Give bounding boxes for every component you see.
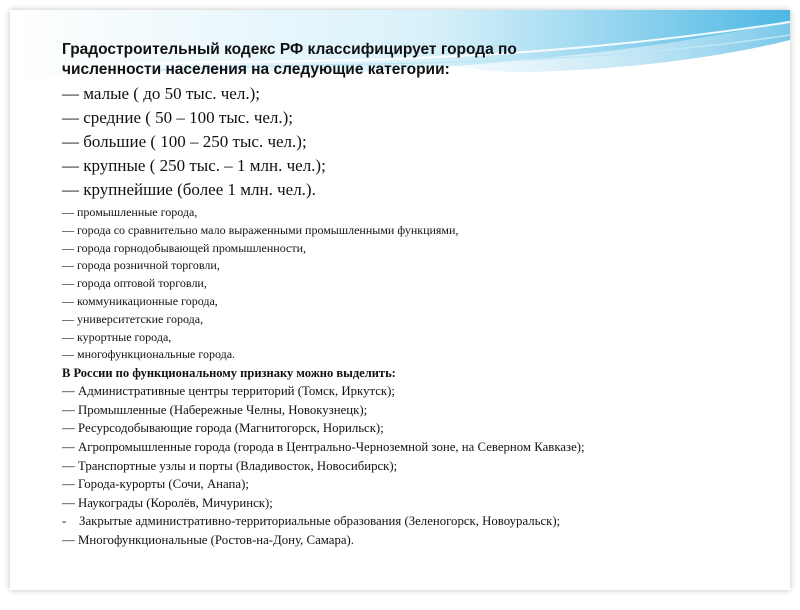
size-category-list: [62, 82, 762, 202]
slide-title: [62, 40, 762, 80]
list-item: — Транспортные узлы и порты (Владивосток, Новосибирск);: [62, 458, 398, 473]
list-item: — Агропромышленные города (города в Центрально-Черноземной зоне, на Северном Кавказе);: [62, 439, 585, 454]
list-item: — Города-курорты (Сочи, Анапа);: [62, 477, 249, 492]
title-line: численности населения на следующие категории:: [62, 61, 450, 78]
function-type-list: [62, 204, 762, 364]
list-item: — Ресурсодобывающие города (Магнитогорск, Норильск);: [62, 421, 384, 436]
list-item: — коммуникационные города,: [62, 293, 218, 308]
list-item: — малые ( до 50 тыс. чел.);: [62, 84, 260, 103]
slide-content: [62, 40, 762, 550]
list-item: — Многофункциональные (Ростов-на-Дону, Самара).: [62, 532, 354, 547]
list-item: — курортные города,: [62, 329, 172, 344]
list-item: — города оптовой торговли,: [62, 276, 207, 291]
list-item: — крупнейшие (более 1 млн. чел.).: [62, 180, 316, 199]
list-item: — города горнодобывающей промышленности,: [62, 240, 307, 255]
list-item: — промышленные города,: [62, 205, 198, 219]
list-item: — большие ( 100 – 250 тыс. чел.);: [62, 132, 307, 151]
list-item: — университетские города,: [62, 311, 204, 326]
list-item: — многофункциональные города.: [62, 347, 236, 362]
list-item: — Административные центры территорий (Томск, Иркутск);: [62, 384, 395, 399]
slide: [10, 10, 790, 590]
list-item: - Закрытые административно-территориальные образования (Зеленогорск, Новоуральск);: [62, 514, 561, 529]
list-item: — города со сравнительно мало выраженными промышленными функциями,: [62, 222, 459, 237]
list-item: — крупные ( 250 тыс. – 1 млн. чел.);: [62, 156, 326, 175]
list-item: — Промышленные (Набережные Челны, Новокузнецк);: [62, 402, 368, 417]
list-item: — средние ( 50 – 100 тыс. чел.);: [62, 108, 294, 127]
title-line: Градостроительный кодекс РФ классифицирует города по: [62, 41, 517, 58]
russia-heading: В России по функциональному признаку можно выделить:: [62, 366, 396, 381]
russia-type-list: [62, 382, 762, 549]
list-item: — Наукограды (Королёв, Мичуринск);: [62, 495, 273, 510]
list-item: — города розничной торговли,: [62, 258, 220, 273]
